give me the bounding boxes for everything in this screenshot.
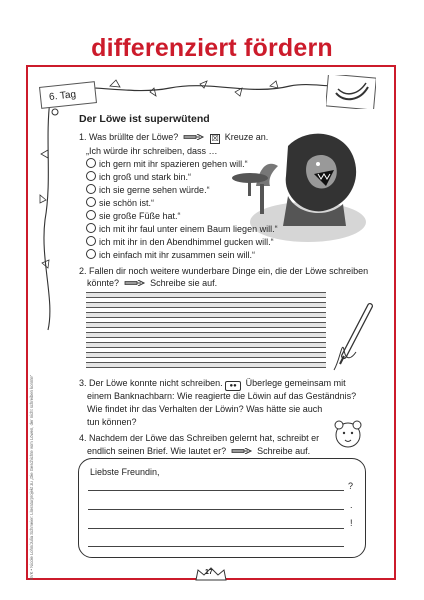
writing-line[interactable] (86, 292, 326, 298)
q3-line-2: einem Banknachbarn: Wie reagierte die Löwin auf das Geständnis? (87, 391, 357, 401)
day-label: 6. Tag (39, 81, 97, 109)
radio-circle[interactable] (86, 158, 96, 168)
pencil-icon (330, 300, 380, 375)
writing-line[interactable] (86, 302, 326, 308)
copyright-sidebar: BVK • Nicole Lohn/Julia Schmeier: Literaturprojekt zu „Die Geschichte vom Löwen, der nicht schreiben konnte“ (29, 374, 34, 580)
section-title: Der Löwe ist superwütend (79, 113, 210, 125)
letter-line[interactable] (88, 528, 344, 529)
letter-question-mark: ? (348, 481, 354, 491)
letter-line[interactable] (88, 546, 344, 547)
radio-circle[interactable] (86, 236, 96, 246)
tree-illustration (230, 168, 270, 198)
q1-option[interactable]: ich groß und stark bin.“ (86, 171, 191, 183)
q1-option[interactable]: sie große Füße hat.“ (86, 210, 181, 222)
q1-prompt-line (79, 132, 268, 144)
q3-line-3: Wie findet ihr das Verhalten der Löwin? Was hätte sie auch (87, 404, 323, 414)
writing-line[interactable] (86, 342, 326, 348)
q4-line-2: endlich seinen Brief. Wie lautet er? Schreibe auf. (87, 446, 311, 456)
q1-prompt: 1. Was brüllte der Löwe? (79, 132, 179, 142)
writing-line[interactable] (86, 362, 326, 368)
page-number-crown (194, 566, 228, 587)
banana-icon (326, 75, 376, 109)
q2-line-1: 2. Fallen dir noch weitere wunderbare Dinge ein, die der Löwe schreiben (79, 266, 369, 276)
q1-option[interactable]: ich mit ihr in den Abendhimmel gucken will.“ (86, 236, 274, 248)
page-number: 17 (205, 569, 213, 576)
page-title: differenziert fördern (91, 34, 333, 62)
writing-line[interactable] (86, 332, 326, 338)
lioness-icon (330, 415, 366, 455)
q1-option[interactable]: ich sie gerne sehen würde.“ (86, 184, 210, 196)
pencil-arrow-icon (183, 132, 205, 138)
pencil-arrow-icon (124, 278, 146, 284)
letter-line[interactable] (88, 509, 344, 510)
partner-work-icon: ●● (225, 381, 241, 391)
writing-line[interactable] (86, 312, 326, 318)
q1-option[interactable]: ich einfach mit ihr zusammen sein will.“ (86, 249, 255, 261)
radio-circle[interactable] (86, 249, 96, 259)
letter-exclaim-mark: ! (350, 518, 353, 528)
q4-line-1: 4. Nachdem der Löwe das Schreiben gelernt hat, schreibt er (79, 433, 320, 443)
writing-line[interactable] (86, 322, 326, 328)
q1-option[interactable]: ich mit ihr faul unter einem Baum liegen will.“ (86, 223, 278, 235)
pencil-arrow-icon (231, 446, 253, 452)
q1-option[interactable]: sie schön ist.“ (86, 197, 154, 209)
radio-circle[interactable] (86, 171, 96, 181)
q3-line-4: tun können? (87, 417, 137, 427)
q2-line-2: könnte? Schreibe sie auf. (87, 278, 218, 288)
radio-circle[interactable] (86, 210, 96, 220)
radio-circle[interactable] (86, 184, 96, 194)
q1-instruction: Kreuze an. (224, 132, 269, 142)
writing-line[interactable] (86, 352, 326, 358)
letter-period-mark: . (350, 500, 353, 510)
checkbox-icon: ☒ (211, 134, 219, 143)
radio-circle[interactable] (86, 223, 96, 233)
q3-line-1: 3. Der Löwe konnte nicht schreiben. ●● Überlege gemeinsam mit (79, 378, 346, 389)
q1-quote-intro: „Ich würde ihr schreiben, dass … (86, 146, 218, 156)
radio-circle[interactable] (86, 197, 96, 207)
letter-greeting: Liebste Freundin, (90, 467, 160, 477)
q1-option[interactable]: ich gern mit ihr spazieren gehen will.“ (86, 158, 248, 170)
letter-line[interactable] (88, 490, 344, 491)
